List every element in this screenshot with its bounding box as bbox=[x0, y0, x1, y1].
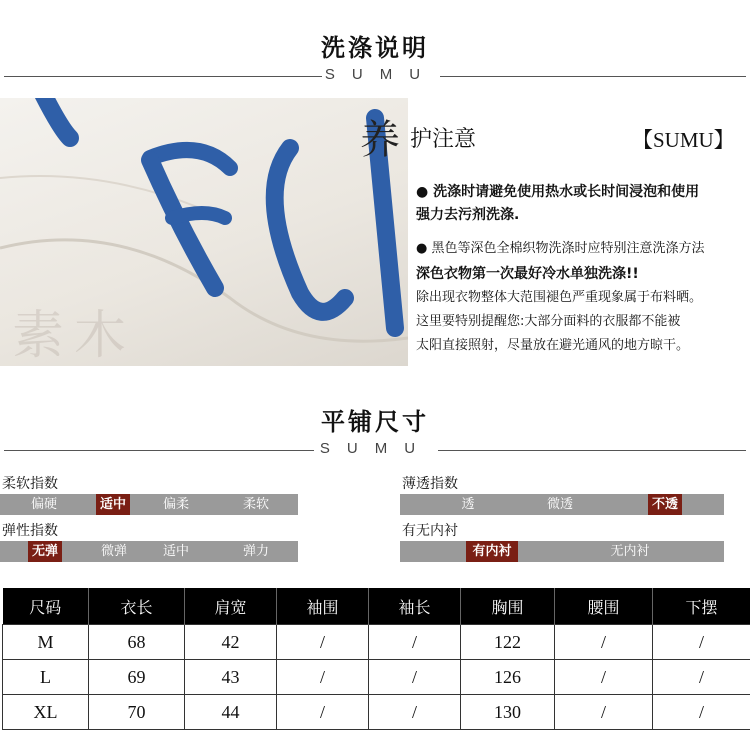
care-line-3: 除出现衣物整体大范围褪色严重现象属于布料晒。 bbox=[416, 290, 703, 305]
care-bullet-2: ● 黑色等深色全棉织物洗涤时应特别注意洗涤方法 bbox=[416, 241, 705, 256]
softness-bar bbox=[0, 494, 298, 515]
lining-bar bbox=[400, 541, 724, 562]
lining-label: 有无内衬 bbox=[402, 523, 458, 539]
table-cell: 69 bbox=[89, 660, 185, 695]
care-title-big: 养 bbox=[360, 117, 400, 163]
elasticity-label: 弹性指数 bbox=[2, 523, 58, 539]
size-section-title: 平铺尺寸 bbox=[321, 408, 429, 436]
thickness-label: 薄透指数 bbox=[402, 476, 458, 492]
softness-label: 柔软指数 bbox=[2, 476, 58, 492]
table-cell: / bbox=[653, 660, 750, 695]
brand-label: 【SUMU】 bbox=[632, 128, 735, 152]
table-cell: 122 bbox=[461, 625, 555, 660]
watermark: 素木 bbox=[12, 306, 137, 366]
header-size: 尺码 bbox=[3, 588, 89, 625]
divider-left bbox=[4, 76, 322, 77]
header-shoulder: 肩宽 bbox=[185, 588, 277, 625]
lining-option-1: 有内衬 bbox=[466, 541, 518, 562]
table-header-row bbox=[3, 588, 750, 625]
table-cell: / bbox=[369, 625, 461, 660]
table-cell: 42 bbox=[185, 625, 277, 660]
elasticity-option-2: 微弹 bbox=[100, 544, 127, 559]
table-cell: / bbox=[653, 695, 750, 730]
table-cell: L bbox=[3, 660, 89, 695]
table-cell: M bbox=[3, 625, 89, 660]
divider-left-2 bbox=[4, 450, 314, 451]
thickness-option-3: 不透 bbox=[648, 494, 682, 515]
table-cell: / bbox=[555, 625, 653, 660]
care-line-5: 太阳直接照射，尽量放在避光通风的地方晾干。 bbox=[416, 338, 690, 353]
table-cell: XL bbox=[3, 695, 89, 730]
table-cell: / bbox=[369, 660, 461, 695]
size-table bbox=[2, 588, 750, 730]
table-cell: / bbox=[555, 695, 653, 730]
table-row bbox=[3, 695, 750, 730]
table-cell: 70 bbox=[89, 695, 185, 730]
wash-section-subtitle: SUMU bbox=[324, 66, 438, 83]
elasticity-bar bbox=[0, 541, 298, 562]
table-cell: / bbox=[369, 695, 461, 730]
softness-option-3: 偏柔 bbox=[162, 497, 189, 512]
thickness-option-2: 微透 bbox=[546, 497, 573, 512]
thickness-option-1: 透 bbox=[461, 497, 475, 512]
elasticity-option-4: 弹力 bbox=[242, 544, 269, 559]
table-cell: / bbox=[653, 625, 750, 660]
softness-option-2: 适中 bbox=[96, 494, 130, 515]
header-length: 衣长 bbox=[89, 588, 185, 625]
softness-option-1: 偏硬 bbox=[30, 497, 57, 512]
care-line-4: 这里要特别提醒您:大部分面料的衣服都不能被 bbox=[416, 314, 681, 329]
table-cell: 130 bbox=[461, 695, 555, 730]
softness-option-4: 柔软 bbox=[242, 497, 269, 512]
product-photo bbox=[0, 98, 408, 366]
table-row bbox=[3, 660, 750, 695]
care-bullet-2b: 深色衣物第一次最好冷水单独洗涤!! bbox=[416, 266, 639, 282]
divider-right-2 bbox=[438, 450, 746, 451]
table-cell: 43 bbox=[185, 660, 277, 695]
care-bullet-1b: 强力去污剂洗涤. bbox=[416, 207, 520, 223]
header-sleeve-girth: 袖围 bbox=[277, 588, 369, 625]
lining-option-2: 无内衬 bbox=[610, 544, 650, 559]
table-cell: / bbox=[277, 695, 369, 730]
table-cell: / bbox=[277, 625, 369, 660]
table-cell: / bbox=[555, 660, 653, 695]
header-hem: 下摆 bbox=[653, 588, 750, 625]
elasticity-option-3: 适中 bbox=[162, 544, 189, 559]
header-chest: 胸围 bbox=[461, 588, 555, 625]
care-title: 护注意 bbox=[410, 127, 477, 152]
size-section-subtitle: SUMU bbox=[319, 440, 433, 457]
divider-right bbox=[440, 76, 746, 77]
table-cell: 68 bbox=[89, 625, 185, 660]
table-cell: 126 bbox=[461, 660, 555, 695]
header-sleeve-length: 袖长 bbox=[369, 588, 461, 625]
table-cell: 44 bbox=[185, 695, 277, 730]
wash-section-title: 洗涤说明 bbox=[321, 34, 429, 62]
care-bullet-1: ● 洗涤时请避免使用热水或长时间浸泡和使用 bbox=[416, 184, 700, 200]
thickness-bar bbox=[400, 494, 724, 515]
header-waist: 腰围 bbox=[555, 588, 653, 625]
table-cell: / bbox=[277, 660, 369, 695]
elasticity-option-1: 无弹 bbox=[28, 541, 62, 562]
table-row bbox=[3, 625, 750, 660]
